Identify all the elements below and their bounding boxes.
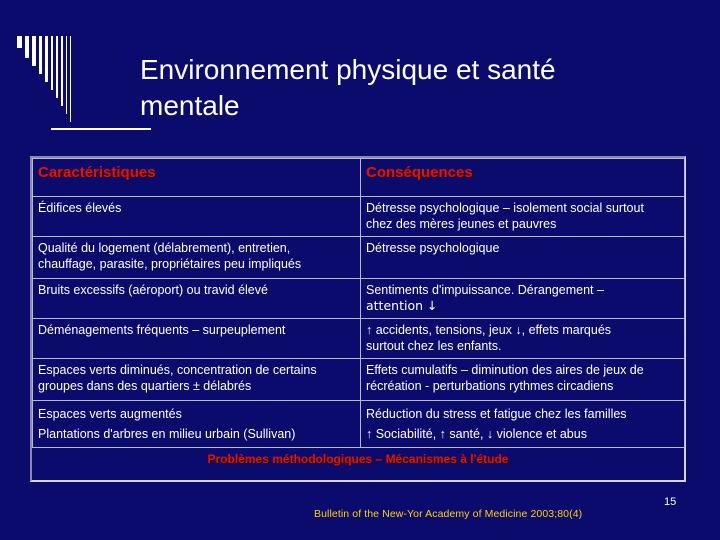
table-cell: Déménagements fréquents – surpeuplement (33, 319, 361, 359)
table-cell: Effets cumulatifs – diminution des aires de jeux de récréation - perturbations rythmes circadiens (361, 359, 685, 401)
table-header-row (33, 159, 685, 197)
header-consequences: Conséquences (361, 159, 685, 197)
table-row (33, 319, 685, 359)
title-line-1: Environnement physique et santé (140, 54, 556, 85)
table-row (33, 359, 685, 401)
table-row (33, 401, 685, 448)
table-row (33, 237, 685, 279)
table-cell: Réduction du stress et fatigue chez les familles ↑ Sociabilité, ↑ santé, ↓ violence et abus (361, 401, 685, 448)
table-cell: Espaces verts augmentés Plantations d'arbres en milieu urbain (Sullivan) (33, 401, 361, 448)
table-row (33, 279, 685, 319)
characteristics-table (32, 158, 685, 448)
table-cell: Bruits excessifs (aéroport) ou travid élevé (33, 279, 361, 319)
header-characteristics: Caractéristiques (33, 159, 361, 197)
table-cell: ↑ accidents, tensions, jeux ↓, effets marqués surtout chez les enfants. (361, 319, 685, 359)
methodological-note: Problèmes méthodologiques – Mécanismes à l'étude (207, 452, 509, 466)
table-cell: Qualité du logement (délabrement), entretien, chauffage, parasite, propriétaires peu impliqués (33, 237, 361, 279)
title-line-2: mentale (140, 90, 240, 121)
table-cell: Espaces verts diminués, concentration de certains groupes dans des quartiers ± délabrés (33, 359, 361, 401)
decorative-bars (17, 36, 137, 131)
slide-title (140, 52, 680, 124)
table-cell: Détresse psychologique (361, 237, 685, 279)
table-cell: Édifices élevés (33, 197, 361, 237)
table-cell: Détresse psychologique – isolement social surtout chez des mères jeunes et pauvres (361, 197, 685, 237)
table-cell: Sentiments d'impuissance. Dérangement – attention ↓ (361, 279, 685, 319)
page-number: 15 (664, 496, 677, 508)
citation: Bulletin of the New-Yor Academy of Medicine 2003;80(4) (314, 508, 583, 520)
table-row (33, 197, 685, 237)
